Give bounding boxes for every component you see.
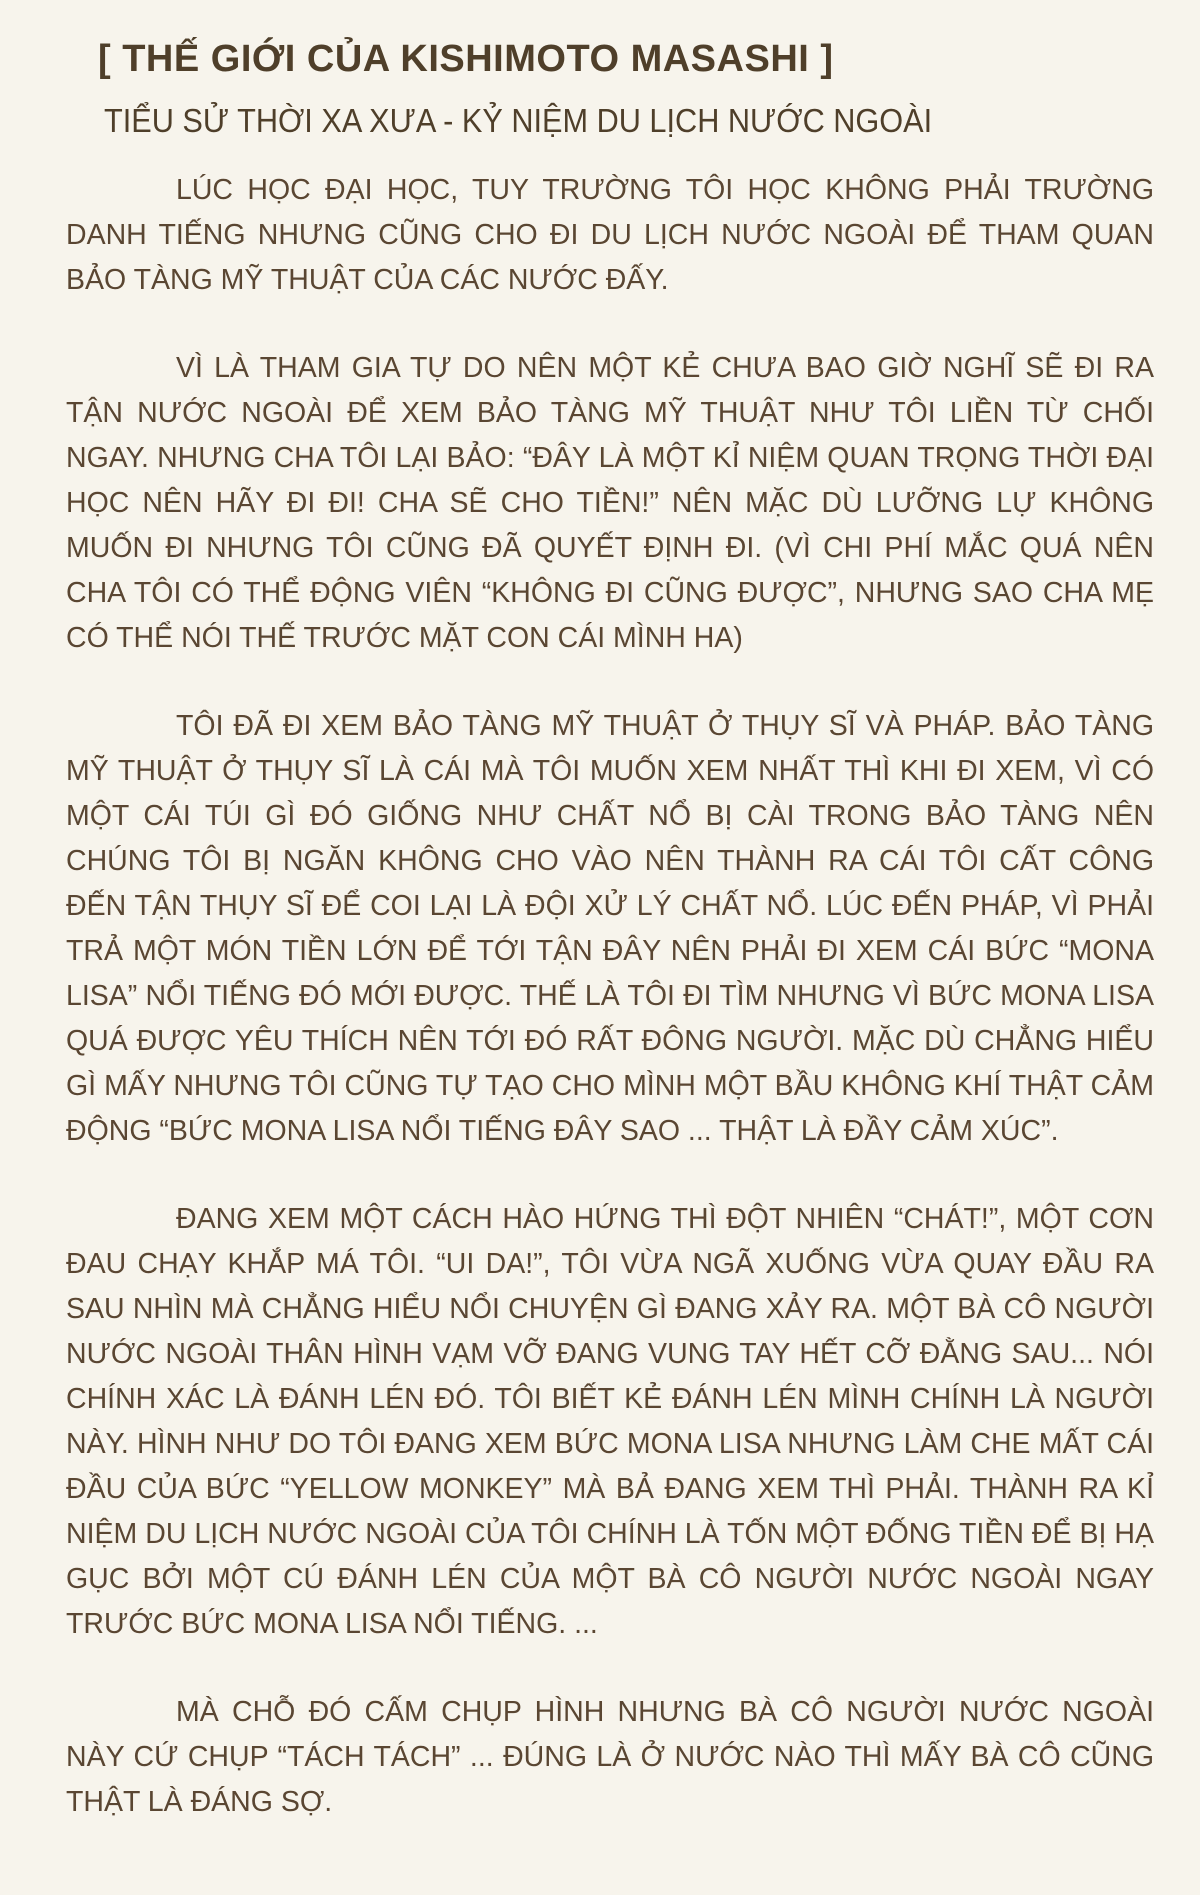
- page-title: [ THẾ GIỚI CỦA KISHIMOTO MASASHI ]: [98, 38, 834, 80]
- paragraph-1: LÚC HỌC ĐẠI HỌC, TUY TRƯỜNG TÔI HỌC KHÔNG PHẢI TRƯỜNG DANH TIẾNG NHƯNG CŨNG CHO ĐI DU LỊCH NƯỚC NGOÀI ĐỂ THAM QUAN BẢO TÀNG MỸ THUẬT CỦA CÁC NƯỚC ĐẤY.: [66, 174, 1154, 296]
- paragraph-3: TÔI ĐÃ ĐI XEM BẢO TÀNG MỸ THUẬT Ở THỤY SĨ VÀ PHÁP. BẢO TÀNG MỸ THUẬT Ở THỤY SĨ LÀ CÁI MÀ TÔI MUỐN XEM NHẤT THÌ KHI ĐI XEM, VÌ CÓ MỘT CÁI TÚI GÌ ĐÓ GIỐNG NHƯ CHẤT NỔ BỊ CÀI TRONG BẢO TÀNG NÊN CHÚNG TÔI BỊ NGĂN KHÔNG CHO VÀO NÊN THÀNH RA CÁI TÔI CẤT CÔNG ĐẾN TẬN THỤY SĨ ĐỂ COI LẠI LÀ ĐỘI XỬ LÝ CHẤT NỔ. LÚC ĐẾN PHÁP, VÌ PHẢI TRẢ MỘT MÓN TIỀN LỚN ĐỂ TỚI TẬN ĐÂY NÊN PHẢI ĐI XEM CÁI BỨC “MONA LISA” NỔI TIẾNG ĐÓ MỚI ĐƯỢC. THẾ LÀ TÔI ĐI TÌM NHƯNG VÌ BỨC MONA LISA QUÁ ĐƯỢC YÊU THÍCH NÊN TỚI ĐÓ RẤT ĐÔNG NGƯỜI. MẶC DÙ CHẲNG HIỂU GÌ MẤY NHƯNG TÔI CŨNG TỰ TẠO CHO MÌNH MỘT BẦU KHÔNG KHÍ THẬT CẢM ĐỘNG “BỨC MONA LISA NỔI TIẾNG ĐÂY SAO ... THẬT LÀ ĐẦY CẢM XÚC”.: [66, 710, 1154, 1147]
- page-subtitle: TIỂU SỬ THỜI XA XƯA - KỶ NIỆM DU LỊCH NƯỚC NGOÀI: [104, 102, 933, 139]
- paragraph-2: VÌ LÀ THAM GIA TỰ DO NÊN MỘT KẺ CHƯA BAO GIỜ NGHĨ SẼ ĐI RA TẬN NƯỚC NGOÀI ĐỂ XEM BẢO TÀNG MỸ THUẬT NHƯ TÔI LIỀN TỪ CHỐI NGAY. NHƯNG CHA TÔI LẠI BẢO: “ĐÂY LÀ MỘT KỈ NIỆM QUAN TRỌNG THỜI ĐẠI HỌC NÊN HÃY ĐI ĐI! CHA SẼ CHO TIỀN!” NÊN MẶC DÙ LƯỠNG LỰ KHÔNG MUỐN ĐI NHƯNG TÔI CŨNG ĐÃ QUYẾT ĐỊNH ĐI. (VÌ CHI PHÍ MẮC QUÁ NÊN CHA TÔI CÓ THỂ ĐỘNG VIÊN “KHÔNG ĐI CŨNG ĐƯỢC”, NHƯNG SAO CHA MẸ CÓ THỂ NÓI THẾ TRƯỚC MẶT CON CÁI MÌNH HA): [66, 352, 1154, 654]
- paragraph-5: MÀ CHỖ ĐÓ CẤM CHỤP HÌNH NHƯNG BÀ CÔ NGƯỜI NƯỚC NGOÀI NÀY CỨ CHỤP “TÁCH TÁCH” ... ĐÚNG LÀ Ở NƯỚC NÀO THÌ MẤY BÀ CÔ CŨNG THẬT LÀ ĐÁNG SỢ.: [66, 1696, 1154, 1818]
- paragraph-4: ĐANG XEM MỘT CÁCH HÀO HỨNG THÌ ĐỘT NHIÊN “CHÁT!”, MỘT CƠN ĐAU CHẠY KHẮP MÁ TÔI. “UI DA!”, TÔI VỪA NGÃ XUỐNG VỪA QUAY ĐẦU RA SAU NHÌN MÀ CHẲNG HIỂU NỔI CHUYỆN GÌ ĐANG XẢY RA. MỘT BÀ CÔ NGƯỜI NƯỚC NGOÀI THÂN HÌNH VẠM VỠ ĐANG VUNG TAY HẾT CỠ ĐẰNG SAU... NÓI CHÍNH XÁC LÀ ĐÁNH LÉN ĐÓ. TÔI BIẾT KẺ ĐÁNH LÉN MÌNH CHÍNH LÀ NGƯỜI NÀY. HÌNH NHƯ DO TÔI ĐANG XEM BỨC MONA LISA NHƯNG LÀM CHE MẤT CÁI ĐẦU CỦA BỨC “YELLOW MONKEY” MÀ BẢ ĐANG XEM THÌ PHẢI. THÀNH RA KỈ NIỆM DU LỊCH NƯỚC NGOÀI CỦA TÔI CHÍNH LÀ TỐN MỘT ĐỐNG TIỀN ĐỂ BỊ HẠ GỤC BỞI MỘT CÚ ĐÁNH LÉN CỦA MỘT BÀ CÔ NGƯỜI NƯỚC NGOÀI NGAY TRƯỚC BỨC MONA LISA NỔI TIẾNG. ...: [66, 1203, 1154, 1640]
- article-body: [66, 168, 1154, 1868]
